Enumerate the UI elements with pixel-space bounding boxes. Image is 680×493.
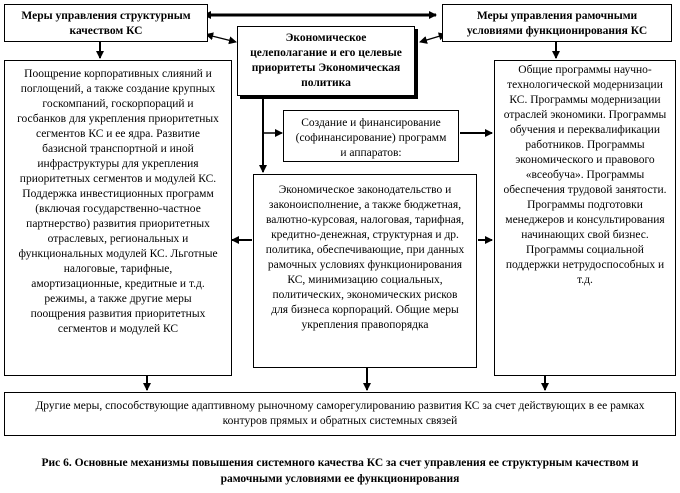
arrow-left-top-to-center bbox=[212, 36, 236, 42]
figure-caption: Рис 6. Основные механизмы повышения системного качества КС за счет управления ее структурным качеством и рамочными условиями ее функционирования bbox=[41, 457, 639, 485]
box-structural-measures: Поощрение корпоративных слияний и поглощений, а также создание крупных госкомпаний, госкорпораций и госбанков для укрепления приоритетных сегментов КС и ее ядра. Развитие базисной транспортной и иной инфраструктуры для укрепления приоритетных сегментов и модулей КС. Поддержка инвестиционных программ (включая государственно-частное партнерство) развития приоритетных отраслевых, региональных и функциональных модулей КС. Льготные налоговые, тарифные, амортизационные, кредитные и т.д. режимы, а также другие меры поощрения развития приоритетных сегментов и модулей КС bbox=[4, 60, 232, 376]
box-framework-conditions: Меры управления рамочными условиями функционирования КС bbox=[442, 4, 672, 42]
box-other-measures: Другие меры, способствующие адаптивному рыночному саморегулированию развития КС за счет действующих в ее рамках контуров прямых и обратных системных связей bbox=[4, 392, 676, 436]
box-structural-quality: Меры управления структурным качеством КС bbox=[4, 4, 208, 42]
box-economic-policy: Экономическое целеполагание и его целевые приоритеты Экономическая политика bbox=[237, 26, 415, 96]
box-programs: Общие программы научно-технологической модернизации КС. Программы модернизации отраслей экономики. Программы обучения и переквалификации работников. Программы экономического и правового «всеобуча». Программы обеспечения трудовой занятости. Программы подготовки менеджеров и консультирования начинающих свой бизнес. Программы социальной поддержки нетрудоспособных и т.д. bbox=[494, 60, 676, 376]
box-financing: Создание и финансирование (софинансирование) программ и аппаратов: bbox=[283, 110, 459, 162]
arrow-right-top-to-center bbox=[420, 36, 440, 42]
box-general-policy: Экономическое законодательство и законоисполнение, а также бюджетная, валютно-курсовая, налоговая, тарифная, кредитно-денежная, структурная и др. политика, обеспечивающие, при данных рамочных условиях функционирования КС, минимизацию социальных, политических, экономических рисков для бизнеса корпораций. Общие меры укрепления правопорядка bbox=[253, 174, 477, 368]
